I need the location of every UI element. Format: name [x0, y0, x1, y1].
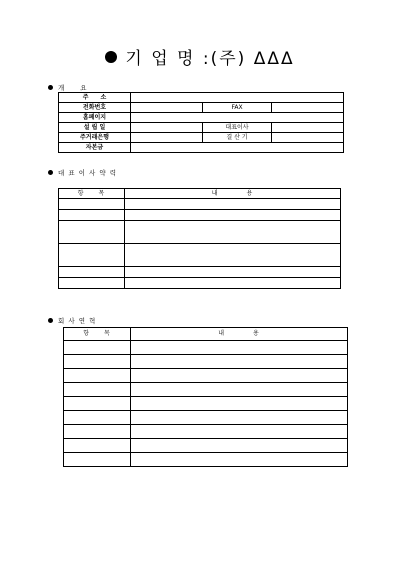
item-cell[interactable] [59, 221, 125, 244]
content-cell[interactable] [131, 341, 348, 355]
page-title [0, 44, 400, 69]
column-header-content: 내 용 [131, 328, 348, 341]
table-row [59, 133, 344, 143]
overview-section-label: 개 요 [48, 83, 88, 92]
content-cell[interactable] [125, 267, 341, 278]
table-row [64, 383, 348, 397]
item-cell[interactable] [59, 278, 125, 289]
bullet-icon [48, 170, 53, 175]
item-cell[interactable] [64, 355, 131, 369]
ceo-history-table [58, 188, 341, 289]
content-cell[interactable] [131, 383, 348, 397]
table-row [59, 210, 341, 221]
table-row [59, 93, 344, 103]
table-row [64, 411, 348, 425]
item-cell[interactable] [59, 244, 125, 267]
table-header-row [59, 189, 341, 199]
table-row [59, 199, 341, 210]
content-cell[interactable] [131, 397, 348, 411]
item-cell[interactable] [64, 369, 131, 383]
ceo-field[interactable] [272, 123, 344, 133]
founded-field[interactable] [131, 123, 203, 133]
content-cell[interactable] [131, 439, 348, 453]
fiscal-field[interactable] [272, 133, 344, 143]
table-row [64, 397, 348, 411]
item-cell[interactable] [64, 411, 131, 425]
bullet-icon [48, 85, 53, 90]
company-history-table [63, 327, 348, 467]
table-row [59, 267, 341, 278]
content-cell[interactable] [131, 425, 348, 439]
content-cell[interactable] [125, 210, 341, 221]
table-row [59, 143, 344, 153]
table-row [59, 244, 341, 267]
table-row [59, 123, 344, 133]
business-field[interactable] [131, 133, 203, 143]
fax-field[interactable] [272, 103, 344, 113]
content-cell[interactable] [131, 411, 348, 425]
bullet-icon [48, 318, 53, 323]
table-row [64, 425, 348, 439]
business-label: 주거래은행 [59, 133, 131, 143]
table-header-row [64, 328, 348, 341]
content-cell[interactable] [125, 199, 341, 210]
table-row [64, 355, 348, 369]
content-cell[interactable] [125, 221, 341, 244]
address-label: 주 소 [59, 93, 131, 103]
fiscal-label: 결 산 기 [203, 133, 272, 143]
table-row [59, 278, 341, 289]
company-history-section-label: 회 사 연 혁 [48, 316, 96, 325]
item-cell[interactable] [64, 383, 131, 397]
content-cell[interactable] [131, 355, 348, 369]
table-row [64, 439, 348, 453]
address-field[interactable] [131, 93, 344, 103]
fax-label: FAX [203, 103, 272, 113]
column-header-item: 항 목 [64, 328, 131, 341]
company-name-title: 기 업 명 :(주) ΔΔΔ [125, 49, 295, 69]
phone-label: 전화번호 [59, 103, 131, 113]
table-row [59, 221, 341, 244]
overview-table [58, 92, 344, 153]
table-row [59, 113, 344, 123]
capital-field[interactable] [131, 143, 344, 153]
item-cell[interactable] [64, 439, 131, 453]
capital-label: 자본금 [59, 143, 131, 153]
item-cell[interactable] [59, 267, 125, 278]
content-cell[interactable] [131, 369, 348, 383]
bullet-icon [105, 51, 117, 63]
table-row [64, 341, 348, 355]
content-cell[interactable] [131, 453, 348, 467]
homepage-field[interactable] [131, 113, 344, 123]
column-header-item: 항 목 [59, 189, 125, 199]
item-cell[interactable] [59, 210, 125, 221]
column-header-content: 내 용 [125, 189, 341, 199]
table-row [64, 369, 348, 383]
homepage-label: 홈페이지 [59, 113, 131, 123]
item-cell[interactable] [64, 425, 131, 439]
item-cell[interactable] [59, 199, 125, 210]
item-cell[interactable] [64, 397, 131, 411]
founded-label: 설 립 일 [59, 123, 131, 133]
ceo-history-section-label: 대 표 이 사 약 력 [48, 168, 117, 177]
item-cell[interactable] [64, 341, 131, 355]
item-cell[interactable] [64, 453, 131, 467]
content-cell[interactable] [125, 244, 341, 267]
table-row [59, 103, 344, 113]
ceo-label: 대표이사 [203, 123, 272, 133]
phone-field[interactable] [131, 103, 203, 113]
table-row [64, 453, 348, 467]
content-cell[interactable] [125, 278, 341, 289]
